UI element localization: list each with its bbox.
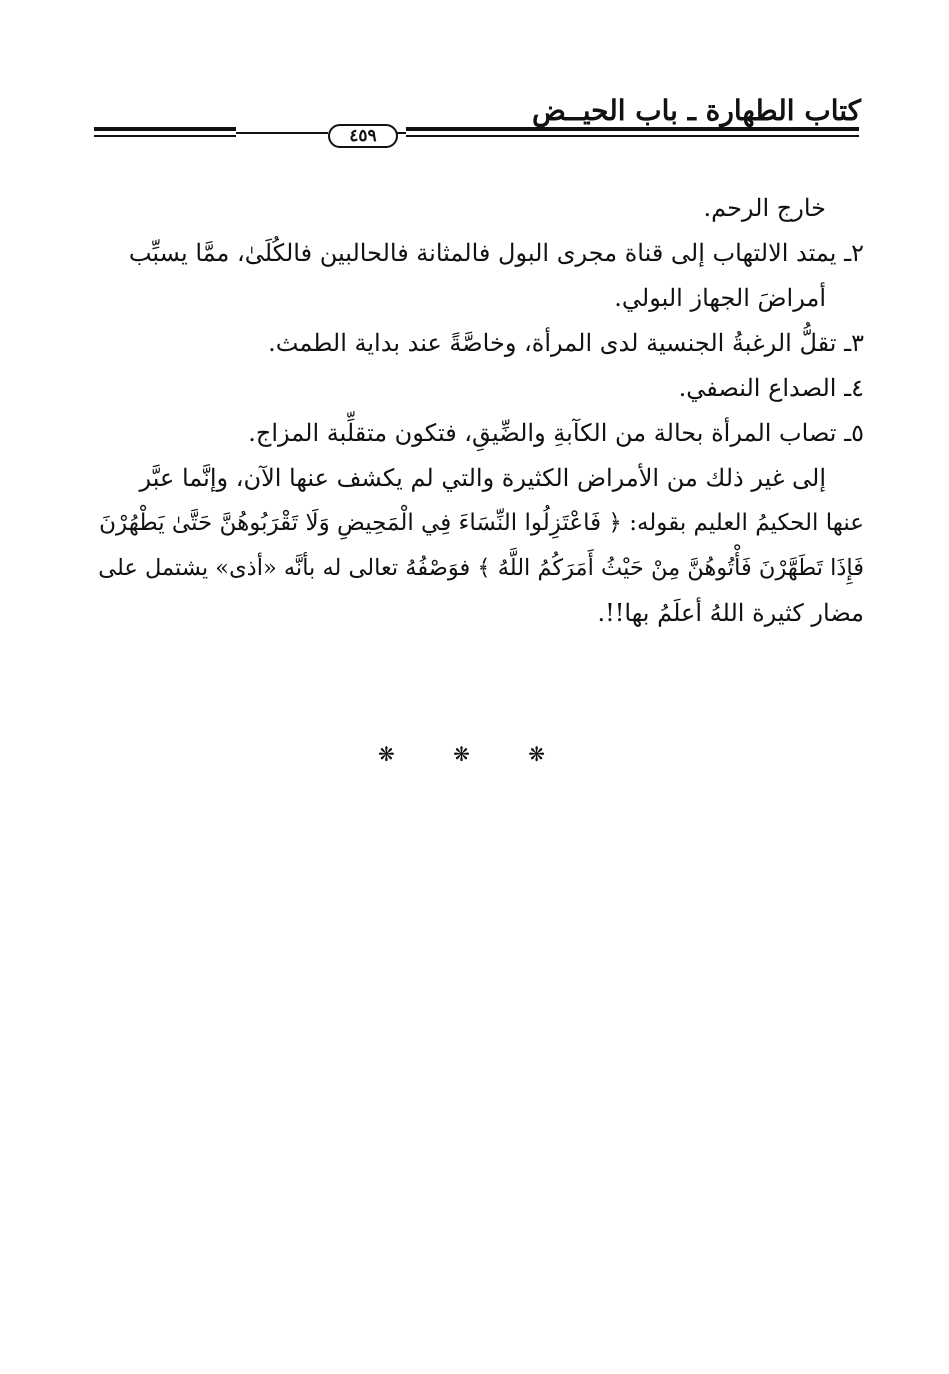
list-item-2: ٢ـ يمتد الالتهاب إلى قناة مجرى البول فالمثانة فالحالبين فالكُلَىٰ، ممَّا يسبِّب [128, 239, 864, 267]
list-item-3: ٣ـ تقلُّ الرغبةُ الجنسية لدى المرأة، وخاصَّةً عند بداية الطمث. [268, 329, 864, 357]
quran-verse-line: فَإِذَا تَطَهَّرْنَ فَأْتُوهُنَّ مِنْ حَيْثُ أَمَرَكُمُ اللَّهُ ﴾ فوَصْفُهُ تعالى له بأنَّه «أذى» يشتمل على [98, 555, 864, 581]
rule-left-thin [94, 135, 236, 137]
rule-left-connector [236, 132, 328, 134]
page-number-badge: ٤٥٩ [328, 124, 398, 148]
paragraph-line: إلى غير ذلك من الأمراض الكثيرة والتي لم يكشف عنها الآن، وإنَّما عبَّر [139, 464, 826, 492]
quran-verse-line: عنها الحكيمُ العليم بقوله: ﴿ فَاعْتَزِلُوا النِّسَاءَ فِي الْمَحِيضِ وَلَا تَقْرَبُوهُنَّ حَتَّىٰ يَطْهُرْنَ [99, 510, 864, 536]
paragraph-line: مضار كثيرة اللهُ أعلَمُ بها!!. [597, 599, 864, 627]
list-item-4: ٤ـ الصداع النصفي. [678, 374, 864, 402]
rule-right-thin [406, 135, 859, 137]
body-text [92, 186, 864, 636]
rule-right-thick [406, 127, 859, 131]
rule-left-thick [94, 127, 236, 131]
text-line: خارج الرحم. [703, 194, 826, 222]
section-separator-stars: ❋ ❋ ❋ [378, 742, 571, 766]
list-item-5: ٥ـ تصاب المرأة بحالة من الكآبةِ والضِّيقِ، فتكون متقلِّبة المزاج. [248, 419, 864, 447]
running-header-title: كتاب الطهارة ـ باب الحيــض [532, 94, 861, 127]
header-rule [94, 124, 859, 146]
text-line: أمراضَ الجهاز البولي. [614, 284, 826, 312]
